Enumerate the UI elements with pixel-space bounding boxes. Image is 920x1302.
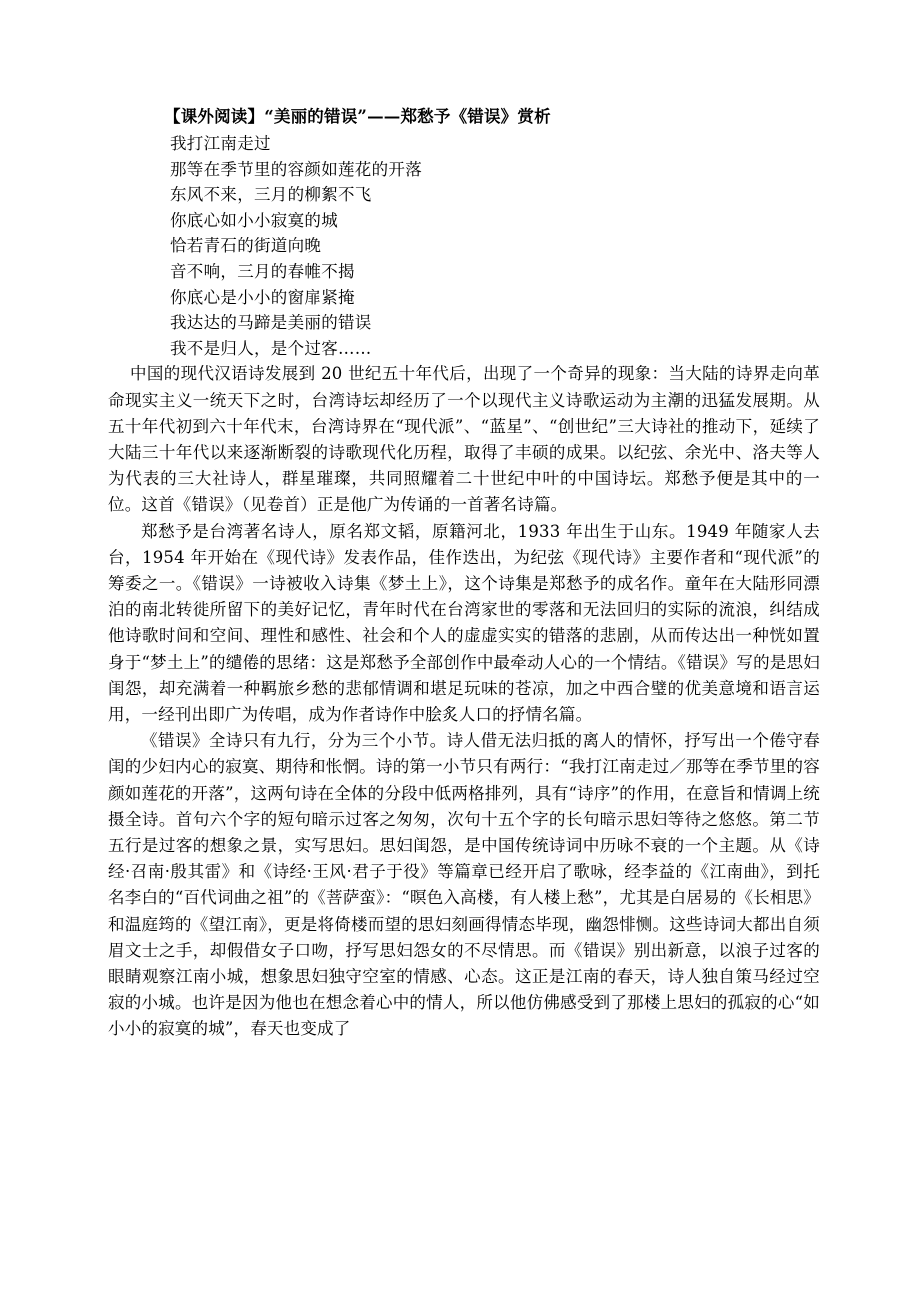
poem-line: 你底心是小小的窗扉紧掩 (170, 287, 355, 307)
poem-line: 恰若青石的街道向晚 (170, 236, 322, 256)
body-paragraph: 郑愁予是台湾著名诗人，原名郑文韬，原籍河北，1933 年出生于山东。1949 年随家人去台，1954 年开始在《现代诗》发表作品，佳作迭出，为纪弦《现代诗》主要作者和“现代派”的筹委之一。《错误》一诗被收入诗集《梦土上》，这个诗集是郑愁予的成名作。童年在大陆形同漂泊的南北转徙所留下的美好记忆，青年时代在台湾家世的零落和无法回归的实际的流浪，纠结成他诗歌时间和空间、理性和感性、社会和个人的虚虚实实的错落的悲剧，从而传达出一种恍如置身于“梦土上”的缱倦的思绪：这是郑愁予全部创作中最牵动人心的一个情结。《错误》写的是思妇闺怨，却充满着一种羁旅乡愁的悲郁情调和堪足玩味的苍凉，加之中西合璧的优美意境和语言运用，一经刊出即广为传唱，成为作者诗作中脍炙人口的抒情名篇。 (108, 521, 820, 724)
poem-line: 你底心如小小寂寞的城 (170, 210, 338, 230)
poem-line: 东风不来，三月的柳絮不飞 (170, 185, 372, 205)
body-paragraph: 《错误》全诗只有九行，分为三个小节。诗人借无法归抵的离人的情怀，抒写出一个倦守春闺的少妇内心的寂寞、期待和怅惘。诗的第一小节只有两行：“我打江南走过／那等在季节里的容颜如莲花的开落”，这两句诗在全体的分段中低两格排列，具有“诗序”的作用，在意旨和情调上统摄全诗。首句六个字的短句暗示过客之匆匆，次句十五个字的长句暗示思妇等待之悠悠。第二节五行是过客的想象之景，实写思妇。思妇闺怨，是中国传统诗词中历咏不衰的一个主题。从《诗经·召南·殷其雷》和《诗经·王风·君子于役》等篇章已经开启了歌咏，经李益的《江南曲》，到托名李白的“百代词曲之祖”的《菩萨蛮》：“暝色入高楼，有人楼上愁”，尤其是白居易的《长相思》和温庭筠的《望江南》，更是将倚楼而望的思妇刻画得情态毕现，幽怨悱恻。这些诗词大都出自须眉文士之手，却假借女子口吻，抒写思妇怨女的不尽情思。而《错误》别出新意，以浪子过客的眼睛观察江南小城，想象思妇独守空室的情感、心态。这正是江南的春天，诗人独自策马经过空寂的小城。也许是因为他也在想念着心中的情人，所以他仿佛感受到了那楼上思妇的孤寂的心“如小小的寂寞的城”，春天也变成了 (108, 731, 820, 1039)
poem-line: 那等在季节里的容颜如莲花的开落 (170, 159, 422, 179)
document-body (108, 104, 820, 1043)
poem-line: 我不是归人，是个过客…… (170, 338, 372, 358)
poem-line: 我达达的马蹄是美丽的错误 (170, 313, 372, 333)
poem-line: 音不响，三月的春帷不揭 (170, 261, 355, 281)
page-title: 【课外阅读】“美丽的错误”——郑愁予《错误》赏析 (164, 107, 551, 126)
poem-line: 我打江南走过 (170, 134, 271, 153)
body-paragraph: 中国的现代汉语诗发展到 20 世纪五十年代后，出现了一个奇异的现象：当大陆的诗界走向革命现实主义一统天下之时，台湾诗坛却经历了一个以现代主义诗歌运动为主潮的迅猛发展期。从五十年代初到六十年代末，台湾诗界在“现代派”、“蓝星”、“创世纪”三大诗社的推动下，延续了大陆三十年代以来逐渐断裂的诗歌现代化历程，取得了丰硕的成果。以纪弦、余光中、洛夫等人为代表的三大社诗人，群星璀璨，共同照耀着二十世纪中叶的中国诗坛。郑愁予便是其中的一位。这首《错误》（见卷首）正是他广为传诵的一首著名诗篇。 (108, 364, 820, 515)
